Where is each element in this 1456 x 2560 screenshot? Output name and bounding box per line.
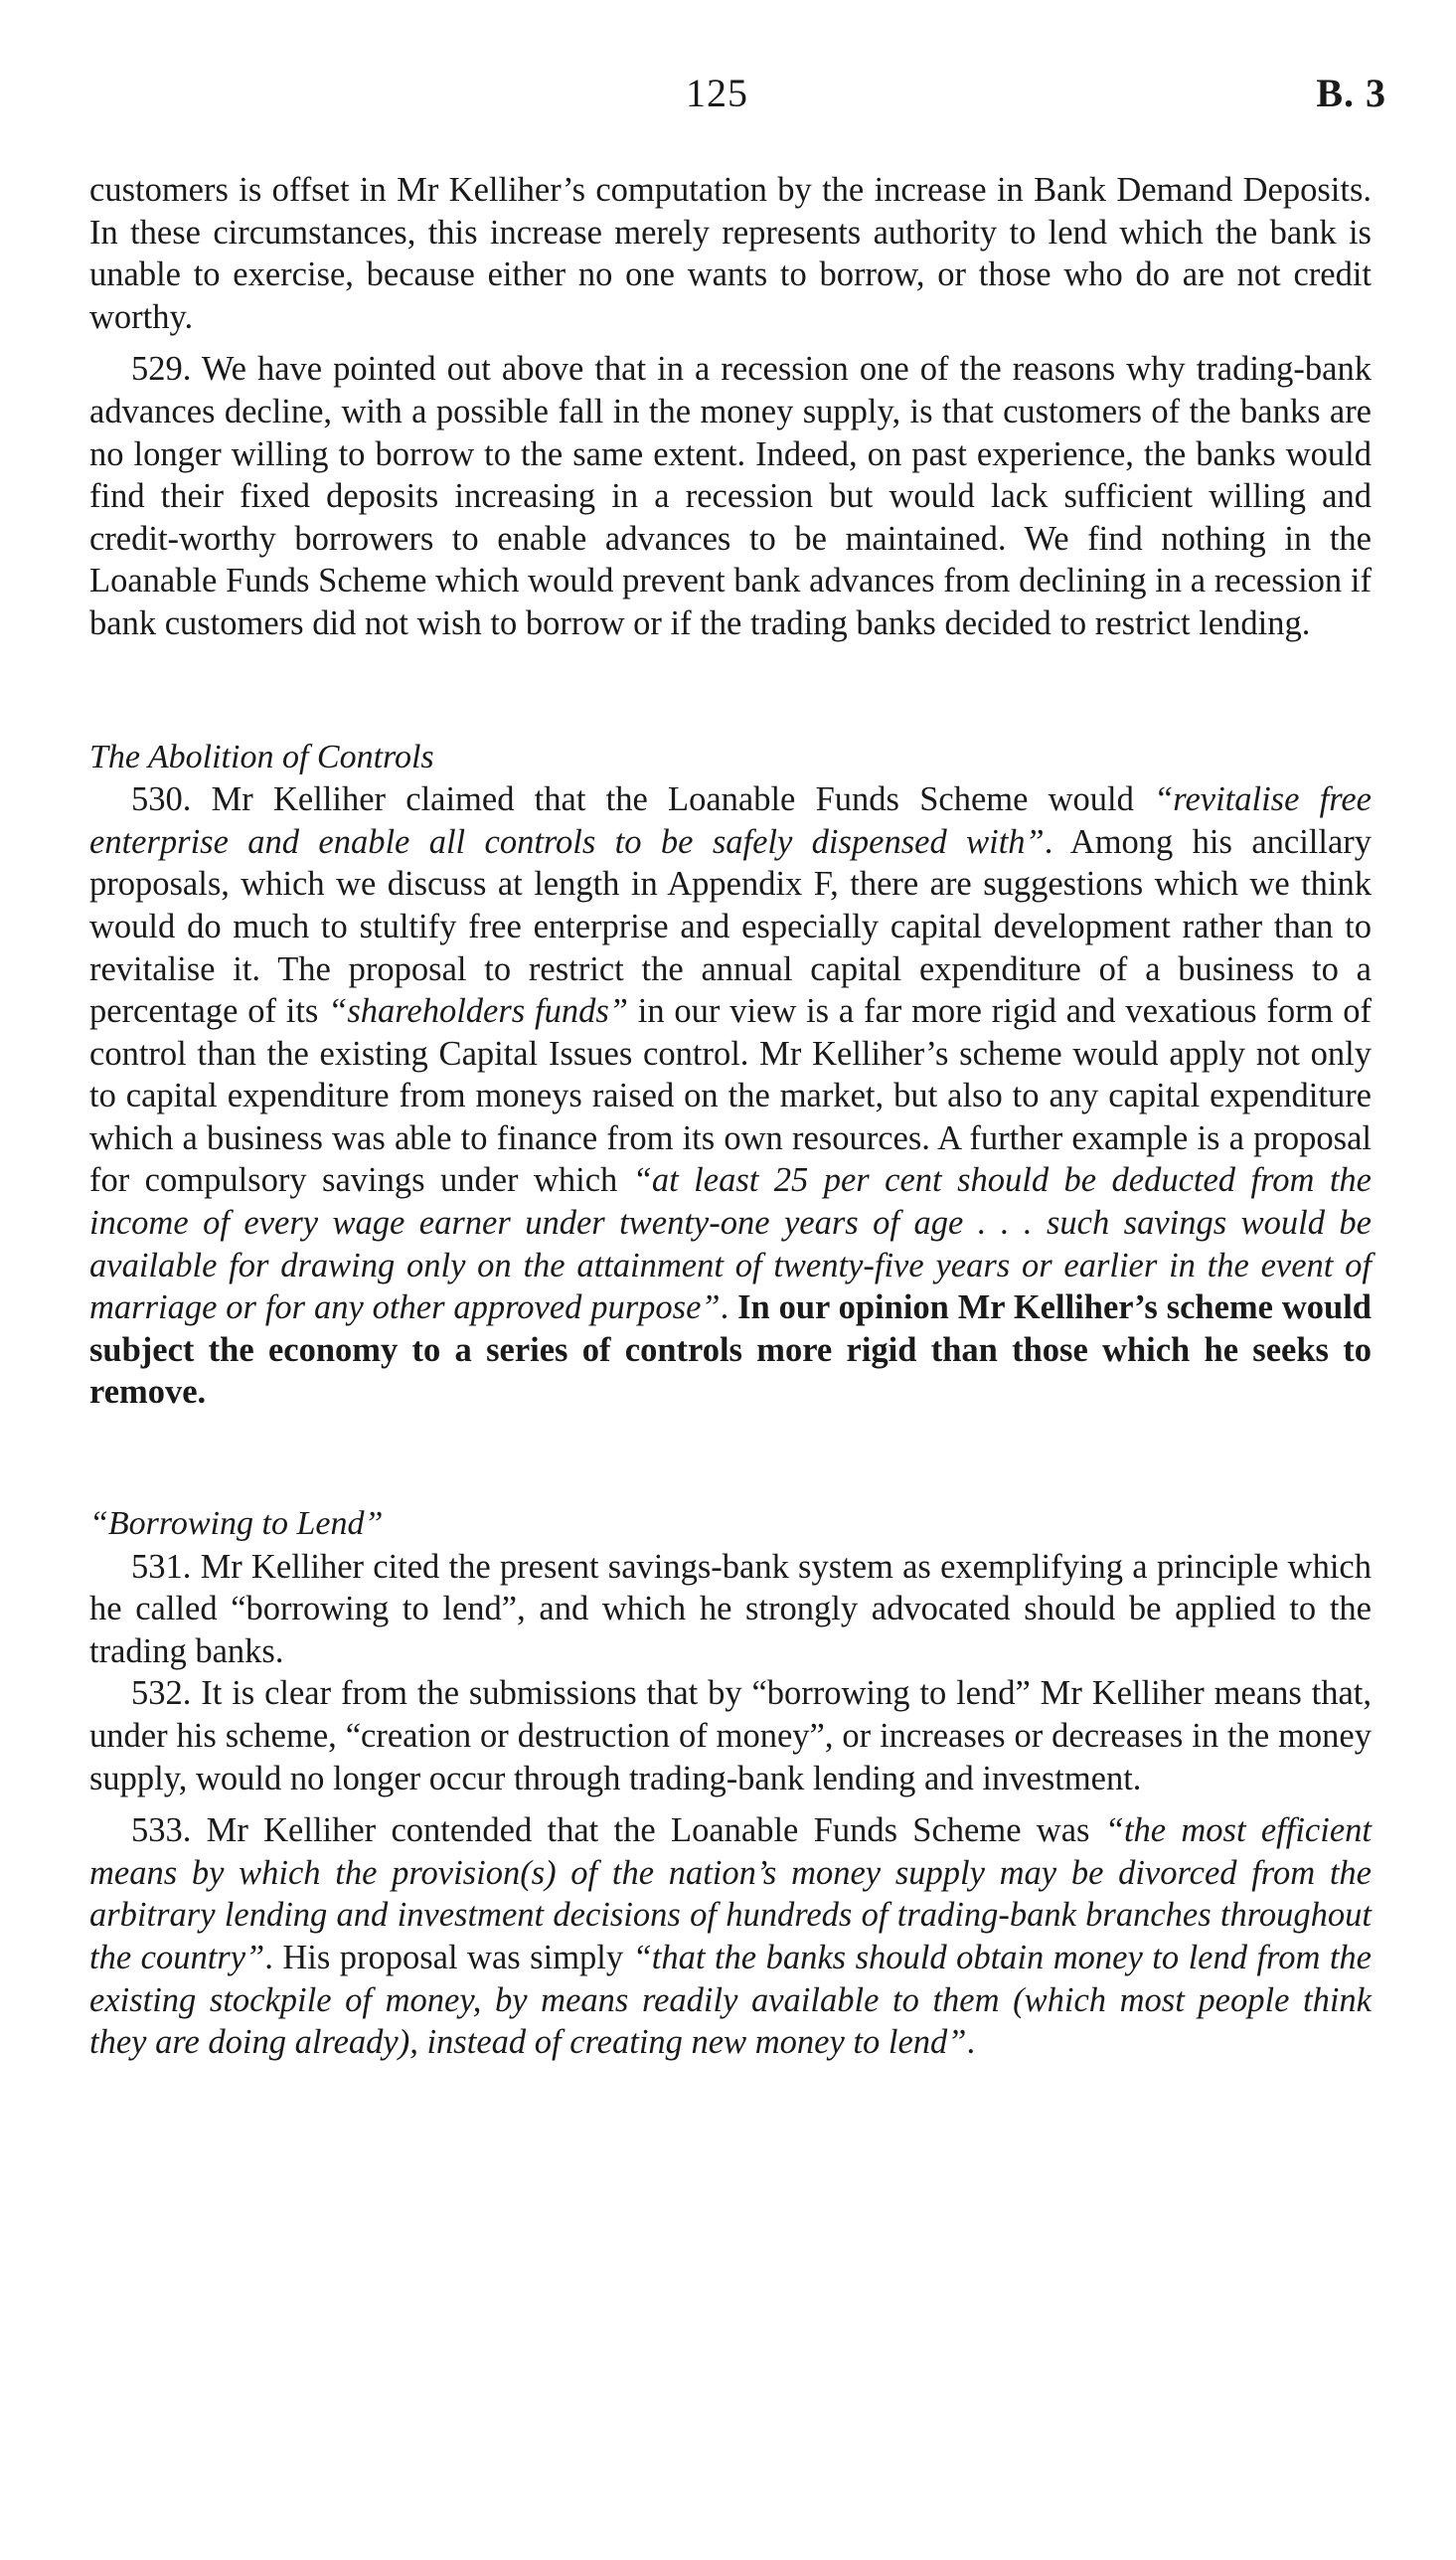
paragraph-530 bbox=[89, 778, 1372, 1414]
page-number: 125 bbox=[686, 71, 748, 115]
p533-text-a: 533. Mr Kelliher contended that the Loanable Funds Scheme was bbox=[131, 1811, 1105, 1850]
p533-quote-2: “that the banks should obtain money to lend from the existing stockpile of money, by means readily available to them (which most people think they are doing already), instead of creating new money to lend” bbox=[89, 1938, 1372, 2062]
p533-text-b: . His proposal was simply bbox=[264, 1938, 633, 1976]
document-reference: B. 3 bbox=[1316, 71, 1386, 115]
p530-quote-2: “shareholders funds” bbox=[328, 992, 628, 1031]
p530-quote-3: “at least 25 per cent should be deducted from the income of every wage earner under twenty-one years of age . . . such savings would be available for drawing only on the attainment of twenty-five years or earlier in the event of marriage or for any other approved purpose” bbox=[89, 1161, 1372, 1327]
section-spacer bbox=[89, 1424, 1372, 1503]
section-spacer bbox=[89, 655, 1372, 737]
paragraph-continuation: customers is offset in Mr Kelliher’s computation by the increase in Bank Demand Deposits. In these circumstances, this increase merely represents authority to lend which the bank is unable to exercise, because either no one wants to borrow, or those who do are not credit worthy. bbox=[89, 171, 1372, 336]
p530-conclusion: In our opinion Mr Kelliher’s scheme would subject the economy to a series of controls more rigid than those which he seeks to remove. bbox=[89, 1288, 1372, 1412]
p533-text-c: . bbox=[966, 2023, 976, 2062]
p533-quote-1: “the most efficient means by which the provision(s) of the nation’s money supply may be divorced from the arbitrary lending and investment decisions of hundreds of trading-bank branches throughout the country” bbox=[89, 1811, 1372, 1976]
body-text bbox=[89, 169, 1372, 2074]
section-heading-abolition: The Abolition of Controls bbox=[89, 738, 434, 775]
p530-text-d: . bbox=[720, 1288, 738, 1327]
paragraph-529: 529. We have pointed out above that in a recession one of the reasons why trading-bank advances decline, with a possible fall in the money supply, is that customers of the banks are no longer willing to borrow to the same extent. Indeed, on past experience, the banks would find their fixed deposits increasing in a recession but would lack sufficient willing and credit-worthy borrowers to enable advances to be maintained. We find nothing in the Loanable Funds Scheme which would prevent bank advances from declining in a recession if bank customers did not wish to borrow or if the trading banks decided to restrict lending. bbox=[89, 350, 1372, 642]
paragraph-532: 532. It is clear from the submissions that by “borrowing to lend” Mr Kelliher means that, under his scheme, “creation or destruction of money”, or increases or decreases in the money supply, would no longer occur through trading-bank lending and investment. bbox=[89, 1674, 1372, 1797]
p530-text-c: in our view is a far more rigid and vexatious form of control than the existing Capital Issues control. Mr Kelliher’s scheme would apply not only to capital expenditure from moneys raised on the market, but also to any capital expenditure which a business was able to finance from its own resources. A further example is a proposal for compulsory savings under which bbox=[89, 992, 1372, 1200]
paragraph-533 bbox=[89, 1809, 1372, 2064]
p530-text-a: 530. Mr Kelliher claimed that the Loanable Funds Scheme would bbox=[131, 780, 1155, 819]
p530-quote-1: “revitalise free enterprise and enable all controls to be safely dispensed with” bbox=[89, 780, 1372, 861]
p530-text-b: . Among his ancillary proposals, which we discuss at length in Appendix F, there are suggestions which we think would do much to stultify free enterprise and especially capital development rather than to revitalise it. The proposal to restrict the annual capital expenditure of a business to a percentage of its bbox=[89, 822, 1372, 1031]
section-heading-borrowing: “Borrowing to Lend” bbox=[89, 1505, 384, 1543]
paragraph-531: 531. Mr Kelliher cited the present savings-bank system as exemplifying a principle which he called “borrowing to lend”, and which he strongly advocated should be applied to the trading banks. bbox=[89, 1547, 1372, 1670]
page-header bbox=[0, 70, 1456, 129]
